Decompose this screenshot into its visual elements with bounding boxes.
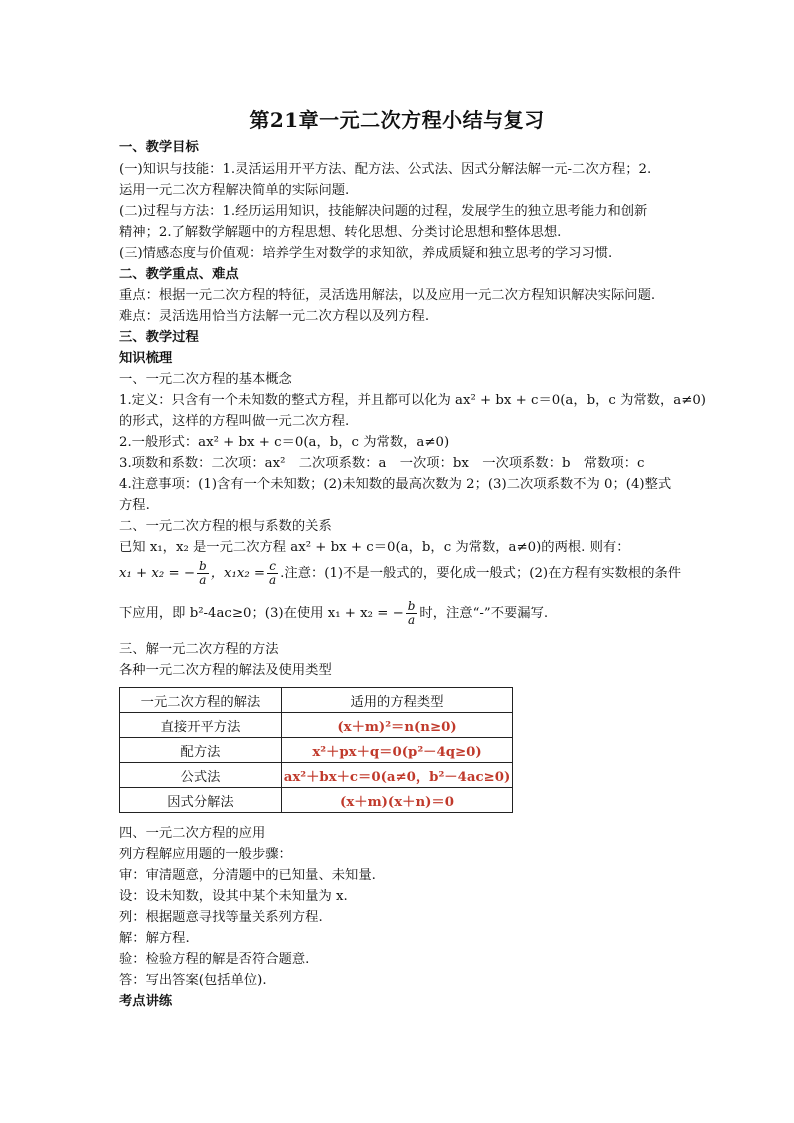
- table-header-row: [120, 688, 513, 713]
- knowledge-review-heading: 知识梳理: [119, 351, 173, 366]
- fraction-numerator: b: [199, 559, 207, 573]
- table-cell-method: 公式法: [120, 763, 282, 788]
- step-solve: 解：解方程.: [119, 931, 190, 946]
- application-steps-intro: 列方程解应用题的一般步骤：: [119, 847, 292, 862]
- table-cell-method: 配方法: [120, 738, 282, 763]
- vieta-given: 已知 x₁，x₂ 是一元二次方程 ax² + bx + c＝0(a，b，c 为常数，a≠0)的两根. 则有：: [119, 540, 630, 555]
- fraction-denominator: a: [199, 573, 207, 587]
- vieta-note-part3: 时，注意“-”不要漏写.: [419, 606, 549, 621]
- practice-heading: 考点讲练: [119, 994, 173, 1009]
- table-cell-method: 因式分解法: [120, 788, 282, 813]
- fraction-b-over-a: [197, 560, 209, 587]
- table-row: [120, 738, 513, 763]
- step-verify: 验：检验方程的解是否符合题意.: [119, 952, 310, 967]
- objective-process-line2: 精神；2.了解数学解题中的方程思想、转化思想、分类讨论思想和整体思想.: [119, 225, 562, 240]
- table-row: [120, 788, 513, 813]
- table-cell-method: 直接开平方法: [120, 713, 282, 738]
- vieta-sum-lhs: x₁ + x₂ = −: [119, 566, 195, 581]
- application-heading: 四、一元二次方程的应用: [119, 826, 266, 841]
- table-header-method: 一元二次方程的解法: [120, 688, 282, 713]
- fraction-b-over-a: [406, 600, 418, 627]
- step-answer: 答：写出答案(包括单位).: [119, 973, 267, 988]
- section-heading-process: 三、教学过程: [119, 330, 199, 345]
- vieta-formula-line: [119, 559, 682, 588]
- table-row: [120, 713, 513, 738]
- objective-knowledge-line1: (一)知识与技能：1.灵活运用开平方法、配方法、公式法、因式分解法解一元-二次方程；2.: [119, 162, 652, 177]
- vieta-note-line2: [119, 600, 679, 628]
- section-heading-key-points: 二、教学重点、难点: [119, 267, 239, 282]
- objective-process-line1: (二)过程与方法：1.经历运用知识，技能解决问题的过程，发展学生的独立思考能力和创新: [119, 204, 648, 219]
- fraction-numerator: b: [407, 599, 416, 613]
- concept-notes-line2: 方程.: [119, 498, 150, 513]
- fraction-numerator: c: [267, 560, 278, 574]
- vieta-note-part1: .注意：(1)不是一般式的，要化成一般式；(2)在方程有实数根的条件: [280, 566, 682, 581]
- table-cell-type: (x＋m)(x＋n)＝0: [282, 788, 513, 813]
- concept-notes-line1: 4.注意事项：(1)含有一个未知数；(2)未知数的最高次数为 2；(3)二次项系数不为 0；(4)整式: [119, 477, 672, 492]
- concept-general-form: 2.一般形式：ax² + bx + c＝0(a，b，c 为常数，a≠0): [119, 435, 450, 450]
- table-header-type: 适用的方程类型: [282, 688, 513, 713]
- section-heading-objectives: 一、教学目标: [119, 140, 199, 155]
- objective-knowledge-line2: 运用一元二次方程解决简单的实际问题.: [119, 183, 350, 198]
- methods-table: [119, 687, 513, 813]
- table-row: [120, 763, 513, 788]
- step-examine: 审：审清题意，分清题中的已知量、未知量.: [119, 868, 376, 883]
- vieta-note-part2: 下应用，即 b²-4ac≥0；(3)在使用 x₁ + x₂ = −: [119, 606, 404, 621]
- fraction-denominator: a: [408, 613, 416, 627]
- table-cell-type: x²＋px＋q＝0(p²－4q≥0): [282, 738, 513, 763]
- step-form-equation: 列：根据题意寻找等量关系列方程.: [119, 910, 323, 925]
- vieta-product-lhs: ，x₁x₂ =: [210, 566, 266, 581]
- document-title: 第21章一元二次方程小结与复习: [249, 108, 545, 132]
- vieta-heading: 二、一元二次方程的根与系数的关系: [119, 519, 332, 534]
- table-cell-type: ax²＋bx＋c＝0(a≠0，b²－4ac≥0): [282, 763, 513, 788]
- difficulty-point: 难点：灵活选用恰当方法解一元二次方程以及列方程.: [119, 309, 430, 324]
- concept-definition-line1: 1.定义：只含有一个未知数的整式方程，并且都可以化为 ax² + bx + c＝0(a，b，c 为常数，a≠0): [119, 393, 706, 408]
- key-point: 重点：根据一元二次方程的特征，灵活选用解法，以及应用一元二次方程知识解决实际问题.: [119, 288, 656, 303]
- concept-terms-coefficients: 3.项数和系数：二次项：ax² 二次项系数：a 一次项：bx 一次项系数：b 常数项：c: [119, 456, 645, 471]
- table-cell-type: (x＋m)²＝n(n≥0): [282, 713, 513, 738]
- objective-attitude: (三)情感态度与价值观：培养学生对数学的求知欲，养成质疑和独立思考的学习习惯.: [119, 246, 613, 261]
- methods-subheading: 各种一元二次方程的解法及使用类型: [119, 663, 332, 678]
- step-set-variable: 设：设未知数，设其中某个未知量为 x.: [119, 889, 348, 904]
- fraction-denominator: a: [269, 573, 277, 587]
- concept-heading: 一、一元二次方程的基本概念: [119, 372, 292, 387]
- fraction-c-over-a: [267, 560, 278, 587]
- concept-definition-line2: 的形式，这样的方程叫做一元二次方程.: [119, 414, 350, 429]
- methods-heading: 三、解一元二次方程的方法: [119, 642, 279, 657]
